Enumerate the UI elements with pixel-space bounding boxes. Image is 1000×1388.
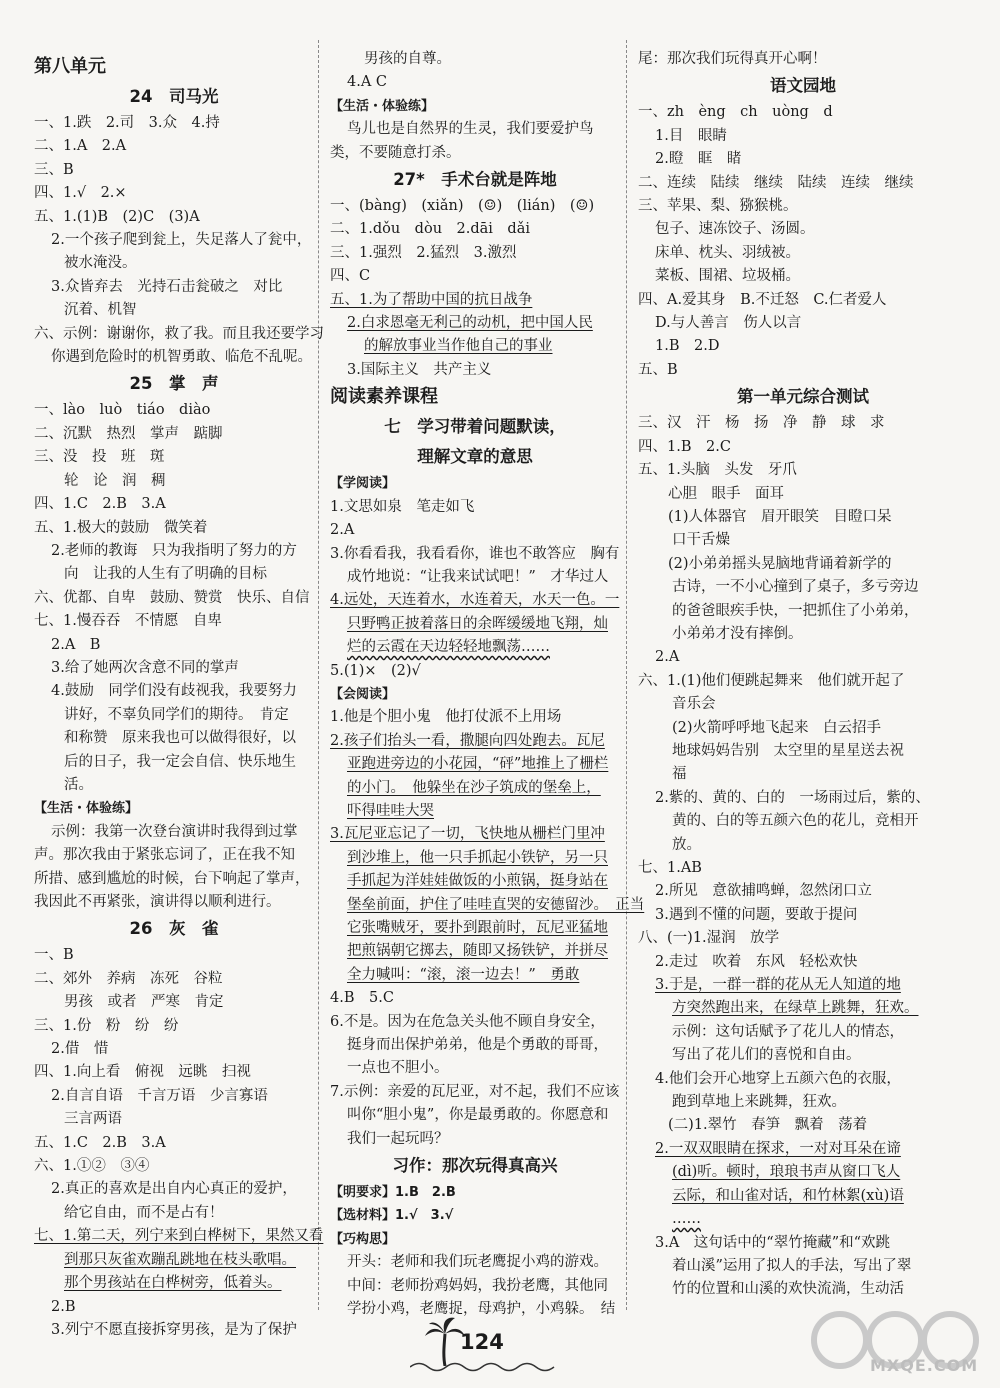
answer-line: 25 掌 声 bbox=[129, 374, 219, 394]
answer-line: 理解文章的意思 bbox=[417, 447, 533, 467]
answer-line: 鸟儿也是自然界的生灵，我们要爱护鸟 bbox=[347, 121, 594, 138]
answer-line: 2.一双双眼睛在探求，一对对耳朵在谛 bbox=[655, 1140, 901, 1157]
answer-line: …… bbox=[672, 1211, 701, 1228]
answer-line: 把煎锅朝它掷去，随即又扬铁铲，并拼尽 bbox=[347, 943, 608, 960]
answer-line: 2.孩子们抬头一看，撒腿向四处跑去。瓦尼 bbox=[330, 732, 605, 749]
answer-line: 心胆 眼手 面耳 bbox=[668, 485, 784, 502]
answer-line: 2.真正的喜欢是出自内心真正的爱护， bbox=[51, 1181, 297, 1198]
answer-line: 3.众皆弃去 光持石击瓮破之 对比 bbox=[51, 278, 283, 295]
answer-line: 沉着、机智 bbox=[64, 302, 137, 319]
answer-line: 4.远处，天连着水，水连着天，水天一色。一 bbox=[330, 592, 620, 609]
answer-line: 类，不要随意打杀。 bbox=[330, 144, 461, 161]
answer-line: 六、优都、自卑 鼓励、赞赏 快乐、自信 bbox=[34, 589, 310, 606]
answer-line: 讲好，不辜负同学们的期待。 肯定 bbox=[64, 706, 289, 723]
answer-line: 二、1.dǒu dòu 2.dāi dǎi bbox=[330, 221, 530, 238]
answer-line: 【会阅读】 bbox=[330, 686, 396, 702]
answer-line: 26 灰 雀 bbox=[129, 919, 219, 939]
answer-line: 七 学习带着问题默读， bbox=[384, 417, 566, 437]
answer-line: 它张嘴贼牙，要扑到跟前时，瓦尼亚猛地 bbox=[347, 920, 608, 936]
answer-line: 古诗，一不小心撞到了桌子，多亏旁边 bbox=[672, 579, 919, 596]
answer-line: 2.一个孩子爬到瓮上，失足落人了瓮中， bbox=[51, 232, 312, 249]
answer-line: 写出了花儿们的喜悦和自由。 bbox=[672, 1047, 861, 1064]
answer-line: 一、B bbox=[34, 947, 74, 964]
answer-line: 烂的云霞在天边轻轻地飘荡…… bbox=[347, 639, 550, 656]
answer-line: 七、1.AB bbox=[638, 860, 702, 876]
answer-line: 【生活・体验练】 bbox=[34, 801, 139, 817]
answer-line: 2.所见 意欲捕鸣蝉，忽然闭口立 bbox=[655, 883, 872, 900]
answer-line: 1.目 眼睛 bbox=[655, 127, 727, 144]
answer-line: 三、汉 汗 杨 扬 净 静 球 求 bbox=[638, 415, 885, 432]
answer-line: 菜板、围裙、垃圾桶。 bbox=[655, 268, 800, 285]
answer-line: 吓得哇哇大哭 bbox=[347, 802, 434, 819]
answer-line: 男孩 或者 严寒 肯定 bbox=[64, 994, 224, 1011]
answer-line: 包子、速冻饺子、汤圆。 bbox=[655, 221, 815, 238]
answer-line: 福 bbox=[672, 766, 687, 783]
answer-line: 手抓起为洋娃娃做饭的小煎锅，挺身站在 bbox=[347, 873, 608, 890]
answer-line: 四、1.向上看 俯视 远眺 扫视 bbox=[34, 1064, 251, 1081]
answer-line: (二)1.翠竹 春笋 飘着 荡着 bbox=[668, 1117, 868, 1134]
answer-line: 四、A.爱其身 B.不迁怒 C.仁者爱人 bbox=[638, 291, 887, 308]
answer-line: 示例：我第一次登台演讲时我得到过掌 bbox=[51, 823, 298, 840]
answer-line: 五、1.为了帮助中国的抗日战争 bbox=[330, 291, 533, 308]
answer-line: 三言两语 bbox=[64, 1111, 122, 1128]
answer-line: 中间：老师扮鸡妈妈，我扮老鹰，其他同 bbox=[347, 1277, 608, 1294]
column-separator-left bbox=[318, 40, 319, 1310]
answer-line: 小弟弟才没有摔倒。 bbox=[672, 625, 803, 642]
answer-line: 四、1.B 2.C bbox=[638, 438, 731, 455]
answer-line: 被水淹没。 bbox=[64, 255, 137, 272]
answer-line: 轮 论 润 稠 bbox=[64, 472, 166, 489]
answer-line: 活。 bbox=[64, 776, 93, 793]
answer-line: 三、苹果、梨、猕猴桃。 bbox=[638, 198, 798, 215]
answer-line: 【生活・体验练】 bbox=[330, 98, 435, 114]
answer-line: 六、示例：谢谢你，救了我。而且我还要学习 bbox=[34, 325, 324, 342]
answer-line: 到那只灰雀欢蹦乱跳地在枝头歌唱。 bbox=[64, 1251, 296, 1268]
answer-line: 一、(bàng) (xiǎn) (☺) (lián) (☺) bbox=[330, 198, 595, 215]
answer-line: 第一单元综合测试 bbox=[737, 387, 869, 407]
answer-line: 我们一起玩吗？ bbox=[347, 1130, 449, 1147]
answer-line: 【学阅读】 bbox=[330, 476, 396, 492]
answer-line: 一点也不胆小。 bbox=[347, 1060, 449, 1077]
answer-line: 6.不是。因为在危急关头他不顾自身安全， bbox=[330, 1013, 605, 1030]
answer-line: 2.走过 吹着 东风 轻松欢快 bbox=[655, 953, 858, 970]
answer-line: 跑到草地上来跳舞，狂欢。 bbox=[672, 1094, 846, 1111]
answer-line: 3.瓦尼亚忘记了一切，飞快地从栅栏门里冲 bbox=[330, 826, 605, 843]
page-number: 124 bbox=[460, 1330, 504, 1354]
answer-line: 2.紫的、黄的、白的 一场雨过后，紫的、 bbox=[655, 789, 930, 806]
answer-line: 2.老师的教诲 只为我指明了努力的方 bbox=[51, 542, 297, 559]
answer-line: 一、zh èng ch uòng d bbox=[638, 104, 833, 121]
answer-line: 【选材料】1.√ 3.√ bbox=[330, 1208, 454, 1224]
answer-line: 所措、感到尴尬的时候，台下响起了掌声， bbox=[34, 870, 310, 887]
answer-line: 的爸爸眼疾手快，一把抓住了小弟弟， bbox=[672, 602, 919, 619]
answer-line: 的小门。 他躲坐在沙子筑成的堡垒上， bbox=[347, 779, 601, 796]
answer-line: 男孩的自尊。 bbox=[364, 51, 451, 67]
answer-line: 4.他们会开心地穿上五颜六色的衣服， bbox=[655, 1070, 901, 1087]
answer-line: 二、沉默 热烈 掌声 踮脚 bbox=[34, 425, 223, 442]
answer-line: 2.自言自语 千言万语 少言寡语 bbox=[51, 1087, 268, 1104]
answer-line: D.与人善言 伤人以言 bbox=[655, 315, 802, 332]
answer-line: 四、1.√ 2.× bbox=[34, 185, 127, 202]
answer-line: 五、1.头脑 头发 牙爪 bbox=[638, 462, 797, 479]
answer-line: 【明要求】1.B 2.B bbox=[330, 1185, 456, 1201]
answer-line: 你遇到危险时的机智勇敢、临危不乱呢。 bbox=[51, 349, 312, 366]
answer-line: 向 让我的人生有了明确的目标 bbox=[64, 566, 267, 583]
answer-line: 的解放事业当作他自己的事业 bbox=[364, 338, 553, 355]
answer-line: 六、1.(1)他们便跳起舞来 他们就开起了 bbox=[638, 672, 905, 689]
answer-line: 2.白求恩毫无利己的动机，把中国人民 bbox=[347, 315, 593, 332]
answer-line: 我因此不再紧张，演讲得以顺利进行。 bbox=[34, 894, 281, 910]
answer-line: 一、lào luò tiáo diào bbox=[34, 402, 211, 419]
answer-line: 音乐会 bbox=[672, 696, 716, 713]
answer-line: 学扮小鸡，老鹰捉，母鸡护，小鸡躲。 结 bbox=[347, 1301, 616, 1318]
answer-line: 2.A bbox=[330, 522, 355, 539]
answer-line: 阅读素养课程 bbox=[330, 386, 438, 408]
answer-line: 成竹地说：“让我来试试吧！” 才华过人 bbox=[347, 568, 609, 585]
answer-line: 七、1.慢吞吞 不情愿 自卑 bbox=[34, 613, 222, 630]
answer-line: 全力喊叫：“滚，滚一边去！” 勇敢 bbox=[347, 966, 580, 983]
answer-line: 五、1.C 2.B 3.A bbox=[34, 1134, 166, 1151]
answer-line: 竹的位置和山溪的欢快流淌，生动活 bbox=[672, 1281, 904, 1298]
answer-line: 声。那次我由于紧张忘词了，正在我不知 bbox=[34, 847, 295, 864]
answer-line: 2.B bbox=[51, 1298, 76, 1315]
answer-line: 三、1.份 粉 纷 纷 bbox=[34, 1017, 179, 1034]
answer-line: (2)火箭呼呼地飞起来 白云招手 bbox=[672, 719, 882, 736]
answer-line: 1.文思如泉 笔走如飞 bbox=[330, 498, 475, 515]
answer-line: 3.A 这句话中的“翠竹掩藏”和“欢跳 bbox=[655, 1234, 891, 1251]
answer-line: 三、没 投 班 斑 bbox=[34, 449, 165, 466]
answer-line: 3.列宁不愿直接拆穿男孩，是为了保护 bbox=[51, 1321, 297, 1338]
answer-line: 1.他是个胆小鬼 他打仗派不上用场 bbox=[330, 709, 562, 726]
answer-line: 2.借 惜 bbox=[51, 1041, 109, 1058]
answer-line: 云际，和山雀对话，和竹林絮(xù)语 bbox=[672, 1187, 904, 1204]
answer-line: 【巧构思】 bbox=[330, 1231, 396, 1247]
answer-line: 给它自由，而不是占有！ bbox=[64, 1204, 224, 1221]
answer-line: 叫你“胆小鬼”，你是最勇敢的。你愿意和 bbox=[347, 1107, 609, 1124]
answer-line: 只野鸭正披着落日的余晖缓缓地飞翔，灿 bbox=[347, 615, 608, 632]
palm-tree-icon bbox=[425, 1316, 465, 1366]
column-separator-right bbox=[626, 40, 627, 1310]
answer-line: (1)人体器官 眉开眼笑 目瞪口呆 bbox=[668, 508, 892, 525]
answer-line: 3.你看看我，我看看你，谁也不敢答应 胸有 bbox=[330, 545, 620, 562]
answer-line: 二、1.A 2.A bbox=[34, 138, 127, 155]
answer-line: 到沙堆上，他一只手抓起小铁铲，另一只 bbox=[347, 849, 608, 866]
answer-line: 4.B 5.C bbox=[330, 990, 394, 1007]
answer-line: 黄的、白的等五颜六色的花儿，竞相开 bbox=[672, 813, 919, 830]
answer-line: 地球妈妈告别 太空里的星星送去祝 bbox=[672, 742, 904, 759]
answer-line: 着山溪”运用了拟人的手法，写出了翠 bbox=[672, 1257, 912, 1274]
answer-line: 一、1.跌 2.司 3.众 4.持 bbox=[34, 115, 220, 131]
answer-line: 2.瞪 眶 睹 bbox=[655, 151, 742, 168]
answer-line: 2.A bbox=[655, 649, 680, 666]
answer-line: 床单、枕头、羽绒被。 bbox=[655, 244, 800, 261]
answer-line: 七、1.第二天，列宁来到白桦树下，果然又看 bbox=[34, 1228, 324, 1245]
answer-line: 5.(1)× (2)√ bbox=[330, 662, 421, 679]
answer-line: 4.鼓励 同学们没有歧视我，我要努力 bbox=[51, 683, 297, 700]
answer-column-3 bbox=[638, 48, 968, 1302]
answer-line: 3.于是，一群一群的花从无人知道的地 bbox=[655, 977, 901, 994]
answer-line: 放。 bbox=[672, 836, 701, 853]
answer-line: (dì)听。顿时，琅琅书声从窗口飞人 bbox=[672, 1164, 901, 1181]
answer-line: 五、B bbox=[638, 361, 678, 378]
answer-line: 五、1.(1)B (2)C (3)A bbox=[34, 208, 200, 225]
answer-line: 习作：那次玩得真高兴 bbox=[392, 1156, 558, 1176]
answer-column-2 bbox=[330, 48, 645, 1322]
answer-line: 三、1.强烈 2.猛烈 3.激烈 bbox=[330, 244, 517, 261]
answer-line: 二、连续 陆续 继续 陆续 连续 继续 bbox=[638, 174, 914, 191]
answer-line: 24 司马光 bbox=[129, 87, 219, 106]
wave-ornament-icon bbox=[410, 1360, 560, 1374]
answer-line: 示例：这句话赋予了花儿人的情态， bbox=[672, 1023, 904, 1040]
answer-line: 六、1.①② ③④ bbox=[34, 1158, 150, 1175]
answer-line: 口干舌燥 bbox=[672, 532, 730, 549]
answer-line: 方突然跑出来，在绿草上跳舞，狂欢。 bbox=[672, 1000, 919, 1017]
answer-line: 五、1.极大的鼓励 微笑着 bbox=[34, 519, 208, 536]
answer-line: 后的日子，我一定会自信、快乐地生 bbox=[64, 753, 296, 770]
answer-line: 三、B bbox=[34, 161, 74, 178]
answer-line: 那个男孩站在白桦树旁，低着头。 bbox=[64, 1275, 282, 1292]
answer-line: 4.A C bbox=[347, 74, 388, 91]
answer-line: 第八单元 bbox=[34, 56, 106, 77]
answer-line: 四、C bbox=[330, 268, 371, 285]
answer-line: 27* 手术台就是阵地 bbox=[393, 170, 557, 190]
answer-line: 1.B 2.D bbox=[655, 338, 720, 355]
answer-line: 3.遇到不懂的问题，要敢于提问 bbox=[655, 906, 858, 923]
answer-line: 亚跑进旁边的小花园，“砰”地推上了栅栏 bbox=[347, 756, 609, 773]
answer-line: 挺身而出保护弟弟，他是个勇敢的哥哥， bbox=[347, 1037, 608, 1054]
answer-line: 3.给了她两次含意不同的掌声 bbox=[51, 659, 239, 676]
answer-line: 四、1.C 2.B 3.A bbox=[34, 496, 166, 513]
answer-line: 二、郊外 养病 冻死 谷粒 bbox=[34, 970, 223, 987]
answer-line: (2)小弟弟摇头晃脑地背诵着新学的 bbox=[668, 555, 892, 572]
answer-line: 尾：那次我们玩得真开心啊！ bbox=[638, 51, 827, 67]
answer-line: 堡垒前面，护住了哇哇直哭的安德留沙。 正当 bbox=[347, 896, 645, 913]
answer-line: 开头：老师和我们玩老鹰捉小鸡的游戏。 bbox=[347, 1254, 608, 1271]
answer-line: 3.国际主义 共产主义 bbox=[347, 361, 492, 378]
answer-line: 语文园地 bbox=[770, 76, 836, 96]
answer-line: 7.示例：亲爱的瓦尼亚，对不起，我们不应该 bbox=[330, 1083, 620, 1100]
answer-line: 2.A B bbox=[51, 636, 101, 653]
answer-line: 和称赞 原来我也可以做得很好，以 bbox=[64, 730, 296, 747]
answer-column-1 bbox=[34, 52, 324, 1342]
watermark-text: MXQE.COM bbox=[870, 1356, 979, 1375]
answer-line: 八、(一)1.湿润 放学 bbox=[638, 930, 780, 947]
